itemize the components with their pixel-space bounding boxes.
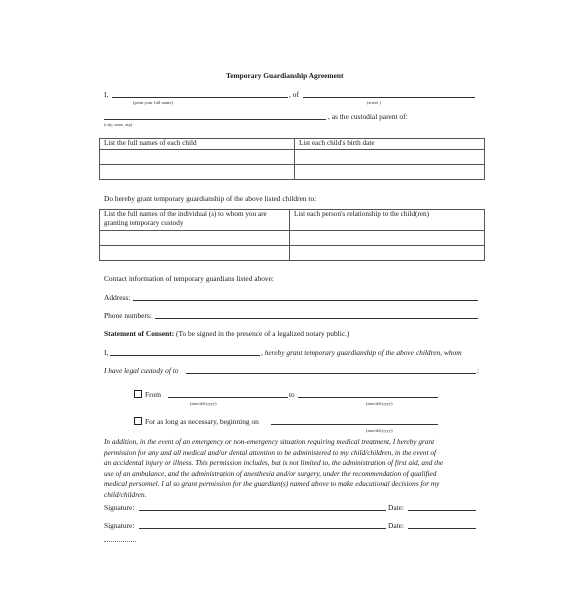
custodial-parent-label: , as the custodial parent of:	[328, 112, 408, 121]
to-label: to	[289, 390, 295, 399]
children-names-header: List the full names of each child	[100, 139, 295, 150]
emergency-paragraph	[104, 437, 484, 500]
guardian-names-header: List the full names of the individual (s) to whom you are granting temporary custody	[100, 210, 290, 231]
cut-off-text	[104, 541, 136, 544]
city-state-zip-hint: (city, state, zip)	[104, 122, 133, 127]
grant-guardianship-text: Do hereby grant temporary guardianship of the above listed children to:	[104, 194, 317, 203]
paragraph-line: use of an ambulance, and the administration of anesthesia and/or surgery, under the recommendation of qualified	[104, 468, 437, 478]
table-cell[interactable]	[295, 150, 485, 165]
as-long-as-necessary-checkbox[interactable]	[134, 417, 142, 425]
guardian-relationship-header: List each person's relationship to the child(ren)	[290, 210, 485, 231]
from-date-hint: (mm/dd/yyyy)	[190, 401, 217, 406]
street-line[interactable]	[303, 97, 475, 98]
of-label: , of	[289, 90, 299, 99]
date-label-1: Date:	[388, 503, 405, 512]
table-cell[interactable]	[100, 246, 290, 261]
custody-semicolon: :	[477, 366, 480, 375]
beginning-on-line[interactable]	[271, 424, 438, 425]
paragraph-line: medical personnel. I al so grant permission for the guardian(s) named above to make educational decisions for my	[104, 479, 440, 488]
consent-i-label: I,	[104, 348, 109, 357]
date-line-2[interactable]	[408, 528, 476, 529]
i-label: I,	[104, 90, 109, 99]
address-line[interactable]	[133, 300, 478, 301]
table-cell[interactable]	[100, 150, 295, 165]
city-state-zip-line[interactable]	[104, 119, 326, 120]
table-cell[interactable]	[290, 246, 485, 261]
consent-name-line[interactable]	[110, 355, 260, 356]
custody-to-line[interactable]	[186, 373, 476, 374]
children-birthdate-header: List each child's birth date	[295, 139, 485, 150]
full-name-line[interactable]	[112, 97, 288, 98]
full-name-hint: (print your full name)	[133, 100, 173, 105]
statement-of-consent	[104, 329, 349, 338]
document-title: Temporary Guardianship Agreement	[226, 71, 344, 80]
legal-custody-text: I have legal custody of to	[104, 366, 179, 375]
address-label: Address:	[104, 293, 131, 302]
signature-line-1[interactable]	[139, 510, 386, 511]
contact-info-label: Contact information of temporary guardians listed above:	[104, 274, 274, 283]
paragraph-line: an accidental injury or illness. This permission includes, but is not limited to, the administration of first aid, and the	[104, 458, 444, 467]
date-line-1[interactable]	[408, 510, 476, 511]
signature-label-2: Signature:	[104, 521, 135, 530]
consent-heading: Statement of Consent:	[104, 329, 175, 338]
beginning-date-hint: (mm/dd/yyyy)	[366, 428, 393, 433]
phone-label: Phone numbers:	[104, 311, 152, 320]
phone-line[interactable]	[155, 318, 478, 319]
consent-grant-text: , hereby grant temporary guardianship of the above children, whom	[261, 348, 462, 357]
paragraph-line: permission for any and all medical and/or dental attention to be administered to my child/children, in the event of	[104, 447, 437, 457]
from-date-line[interactable]	[168, 397, 288, 398]
from-checkbox[interactable]	[134, 390, 142, 398]
table-cell[interactable]	[100, 231, 290, 246]
to-date-hint: (mm/dd/yyyy)	[366, 401, 393, 406]
children-table	[99, 138, 485, 180]
date-label-2: Date:	[388, 521, 405, 530]
signature-line-2[interactable]	[139, 528, 386, 529]
signature-label-1: Signature:	[104, 503, 135, 512]
table-cell[interactable]	[295, 165, 485, 180]
consent-instruction: (To be signed in the presence of a legalized notary public.)	[174, 329, 350, 338]
table-cell[interactable]	[100, 165, 295, 180]
table-cell[interactable]	[290, 231, 485, 246]
as-long-as-necessary-label: For as long as necessary, beginning on	[145, 417, 259, 426]
to-date-line[interactable]	[298, 397, 438, 398]
paragraph-line: In addition, in the event of an emergency or non-emergency situation requiring medical treatment, I hereby grant	[104, 437, 435, 446]
guardians-table	[99, 209, 485, 261]
street-hint: (street )	[367, 100, 382, 105]
from-label: From	[145, 390, 162, 399]
paragraph-line: child/children.	[104, 489, 147, 499]
